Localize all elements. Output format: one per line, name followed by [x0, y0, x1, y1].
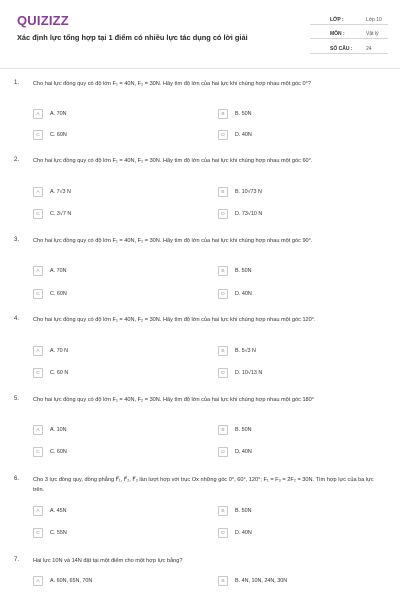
option-letter-badge: A: [33, 346, 43, 356]
question-number: 2.: [14, 157, 20, 163]
option-text: C. 60N: [50, 291, 67, 297]
option-text: B. 50N: [235, 427, 252, 433]
option-b[interactable]: [218, 505, 381, 518]
option-text: C. 60N: [50, 132, 67, 138]
worksheet-header: [0, 0, 400, 70]
option-letter-badge: C: [33, 368, 43, 378]
quizizz-logo: QUIZIZZ: [17, 13, 69, 28]
option-b[interactable]: [218, 575, 381, 588]
option-text: B. 50N: [235, 268, 252, 274]
option-d[interactable]: [218, 527, 381, 540]
option-a[interactable]: [33, 108, 196, 121]
option-letter-badge: B: [218, 109, 228, 119]
option-letter-badge: B: [218, 425, 228, 435]
meta-value: Lớp 10: [366, 17, 382, 23]
option-text: B. 5√3 N: [235, 348, 256, 354]
question-text: Cho hai lực đồng quy có độ lớn F₁ = 40N, F₂ = 30N. Hãy tìm độ lớn của hai lực khi chúng hợp nhau một góc 60°.: [33, 158, 313, 164]
option-letter-badge: D: [218, 130, 228, 140]
option-letter-badge: B: [218, 266, 228, 276]
option-c[interactable]: [33, 367, 196, 380]
question-text: Cho hai lực đồng quy có độ lớn F₁ = 40N, F₂ = 30N. Hãy tìm độ lớn của hai lực khi chúng hợp nhau một góc 180°: [33, 397, 315, 403]
option-letter-badge: B: [218, 346, 228, 356]
option-d[interactable]: [218, 446, 381, 459]
option-text: D. 40N: [235, 291, 252, 297]
option-text: C. 60N: [50, 449, 67, 455]
page-title: Xác định lực tổng hợp tại 1 điểm có nhiều lực tác dụng có lời giải: [17, 33, 248, 42]
option-letter-badge: D: [218, 447, 228, 457]
header-divider: [0, 68, 400, 69]
option-text: A. 45N: [50, 508, 67, 514]
option-letter-badge: B: [218, 506, 228, 516]
option-c[interactable]: [33, 288, 196, 301]
question-number: 1.: [14, 80, 20, 86]
question-text: Cho hai lực đồng quy có độ lớn F₁ = 40N, F₂ = 30N. Hãy tìm độ lớn của hai lực khi chúng hợp nhau một góc 90°.: [33, 238, 313, 244]
option-letter-badge: B: [218, 187, 228, 197]
option-b[interactable]: [218, 424, 381, 437]
option-d[interactable]: [218, 208, 381, 221]
question-text: Hai lực 10N và 14N đặt tại một điểm cho một hợp lực bằng?: [33, 558, 183, 564]
option-b[interactable]: [218, 265, 381, 278]
option-text: A. 70N: [50, 111, 67, 117]
question-number: 4.: [14, 316, 20, 322]
option-a[interactable]: [33, 186, 196, 199]
meta-value: 24: [366, 46, 372, 52]
option-c[interactable]: [33, 527, 196, 540]
option-c[interactable]: [33, 446, 196, 459]
meta-label: SỐ CÂU :: [330, 46, 353, 52]
option-d[interactable]: [218, 288, 381, 301]
option-b[interactable]: [218, 108, 381, 121]
option-letter-badge: C: [33, 528, 43, 538]
option-text: B. 50N: [235, 508, 252, 514]
option-letter-badge: C: [33, 289, 43, 299]
meta-label: LỚP :: [330, 17, 344, 23]
question-text: Cho hai lực đồng quy có độ lớn F₁ = 40N, F₂ = 30N. Hãy tìm độ lớn của hai lực khi chúng hợp nhau một góc 0°?: [33, 81, 311, 87]
option-letter-badge: C: [33, 447, 43, 457]
option-text: A. 70N: [50, 268, 67, 274]
option-a[interactable]: [33, 505, 196, 518]
option-text: D. 10√13 N: [235, 370, 263, 376]
option-text: B. 10√73 N: [235, 189, 262, 195]
option-b[interactable]: [218, 186, 381, 199]
option-d[interactable]: [218, 129, 381, 142]
option-text: C. 60 N: [50, 370, 69, 376]
option-letter-badge: A: [33, 187, 43, 197]
option-text: D. 73√10 N: [235, 211, 263, 217]
question-number: 6.: [14, 476, 20, 482]
option-text: B. 50N: [235, 111, 252, 117]
option-text: A. 7√3 N: [50, 189, 71, 195]
option-letter-badge: A: [33, 109, 43, 119]
option-c[interactable]: [33, 129, 196, 142]
question-number: 3.: [14, 237, 20, 243]
option-letter-badge: A: [33, 425, 43, 435]
option-text: D. 40N: [235, 449, 252, 455]
option-letter-badge: A: [33, 576, 43, 586]
meta-value: Vật lý: [366, 31, 379, 37]
option-a[interactable]: [33, 424, 196, 437]
option-letter-badge: D: [218, 528, 228, 538]
option-d[interactable]: [218, 367, 381, 380]
option-text: D. 40N: [235, 530, 252, 536]
question-number: 5.: [14, 396, 20, 402]
option-letter-badge: A: [33, 506, 43, 516]
option-letter-badge: D: [218, 209, 228, 219]
option-text: C. 3√7 N: [50, 211, 72, 217]
option-text: C. 55N: [50, 530, 67, 536]
question-text: Cho 3 lực đồng quy, đồng phẳng F⃗₁, F⃗₂, F⃗₃ lần lượt hợp với trục Ox những góc 0°, 60°, 120°; F₁ = F₃ = 2F₂ = 30N. Tìm hợp lực của ba lực trên.: [33, 477, 374, 493]
meta-label: MÔN :: [330, 31, 345, 37]
option-letter-badge: D: [218, 289, 228, 299]
option-b[interactable]: [218, 345, 381, 358]
meta-row-subject: [310, 27, 388, 39]
option-letter-badge: B: [218, 576, 228, 586]
option-text: A. 70 N: [50, 348, 68, 354]
option-letter-badge: A: [33, 266, 43, 276]
option-a[interactable]: [33, 265, 196, 278]
option-text: B. 4N, 10N, 24N, 30N: [235, 578, 288, 584]
question-number: 7.: [14, 557, 20, 563]
option-a[interactable]: [33, 345, 196, 358]
option-letter-badge: C: [33, 209, 43, 219]
option-letter-badge: D: [218, 368, 228, 378]
option-a[interactable]: [33, 575, 196, 588]
option-letter-badge: C: [33, 130, 43, 140]
option-c[interactable]: [33, 208, 196, 221]
question-text: Cho hai lực đồng quy có độ lớn F₁ = 40N, F₂ = 30N. Hãy tìm độ lớn của hai lực khi chúng hợp nhau một góc 120°.: [33, 317, 316, 323]
meta-row-count: [310, 42, 388, 54]
option-text: A. 10N: [50, 427, 67, 433]
option-text: D. 40N: [235, 132, 252, 138]
option-text: A. 60N, 65N, 70N: [50, 578, 93, 584]
meta-row-class: [310, 13, 388, 25]
